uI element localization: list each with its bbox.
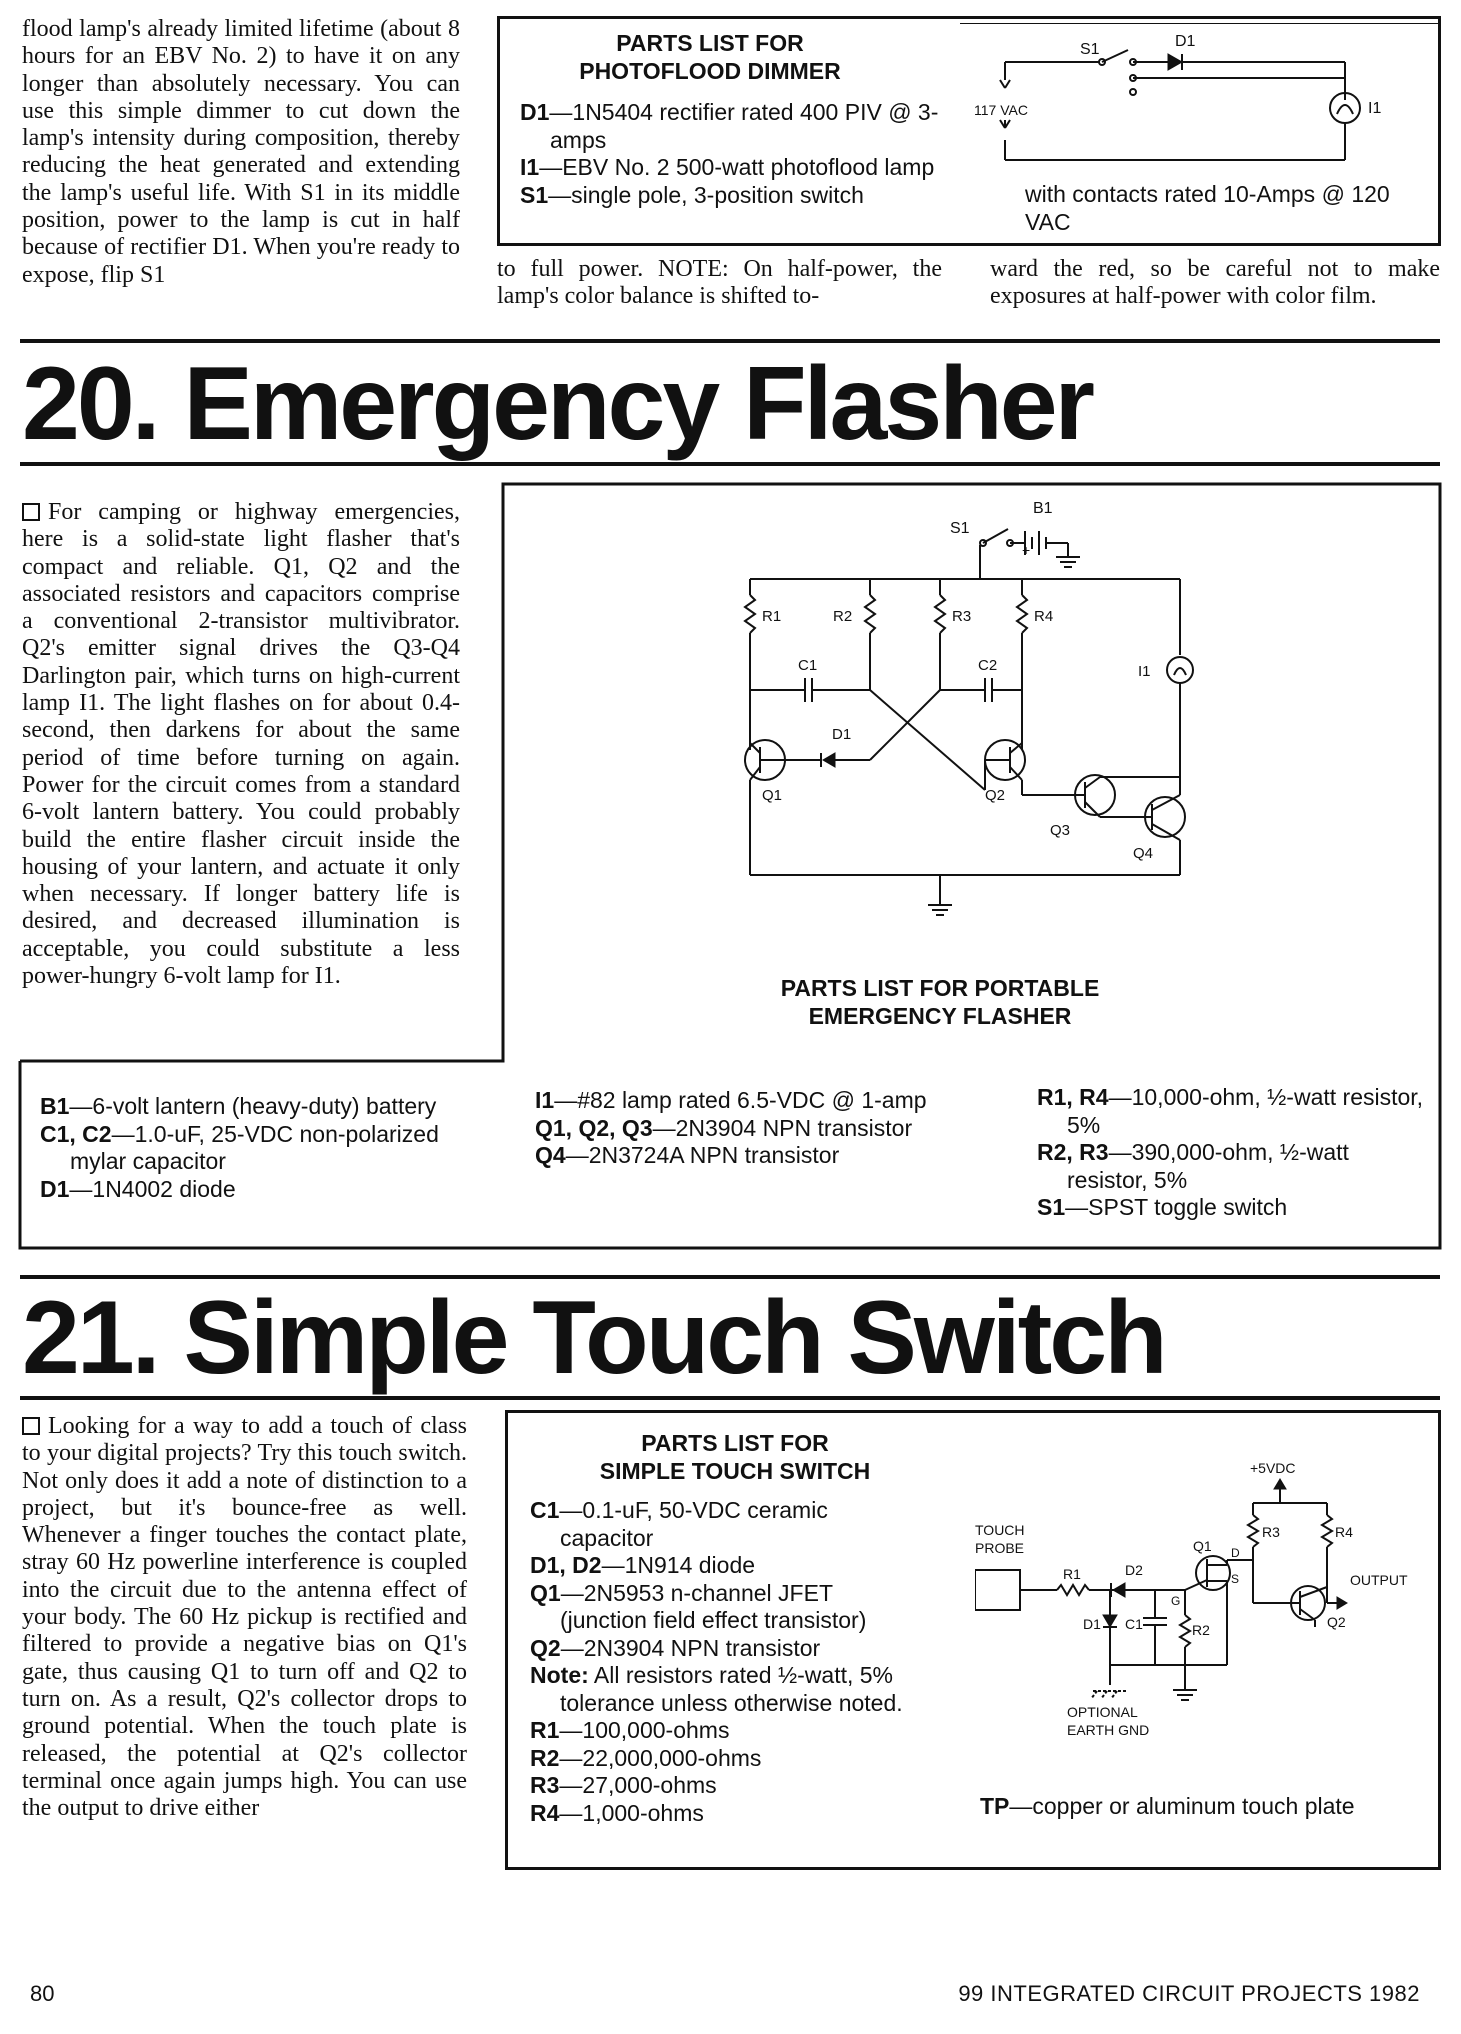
flasher-q4-label: Q4 [1133,845,1154,862]
top-col2-text: to full power. NOTE: On half-power, the lamp's color balance is shifted to- [497,256,942,310]
touch-d1-label: D1 [1083,1616,1101,1632]
flasher-d1-label: D1 [832,726,852,743]
photoflood-part-i1: I1—EBV No. 2 500-watt photoflood lamp [520,154,935,180]
flasher-part-i1: I1—#82 lamp rated 6.5-VDC @ 1-amp [535,1087,927,1113]
section21-top-rule [20,1275,1440,1279]
section21-body: Looking for a way to add a touch of class to your digital projects? Try this touch switch. Not only does it add a note of distinction to a project, but it's bounce-free as well. Whenever a finger touches the contact plate, stray 60 Hz powerline interference is coupled into the circuit due to the antenna effect of your body. The 60 Hz pickup is rectified and filtered to provide a negative bias on Q1's gate, thus causing Q1 to turn off and Q2 to turn on. As a result, Q2's collector drops to ground potential. When the touch plate is released, the potential at Q2's collector terminal once again jumps high. You can use the output to drive either [22,1413,467,1822]
photoflood-part-s1: S1—single pole, 3-position switch [520,181,864,208]
touch-r1-label: R1 [1063,1566,1081,1582]
flasher-parts-col2 [535,1087,935,1170]
photoflood-parts-title-2: PHOTOFLOOD DIMMER [579,58,841,84]
touch-parts-title-2: SIMPLE TOUCH SWITCH [599,1458,871,1484]
sch-vac-label: 117 VAC [974,102,1028,118]
touch-part-r3: R3—27,000-ohms [530,1772,717,1798]
flasher-r4-label: R4 [1034,608,1054,625]
touch-s-label: S [1231,1572,1240,1586]
photoflood-parts-continuation: with contacts rated 10-Amps @ 120 VAC [1025,181,1390,235]
flasher-part-s1: S1—SPST toggle switch [1037,1194,1288,1220]
flasher-r1-label: R1 [762,608,782,625]
touch-r4-label: R4 [1335,1524,1353,1540]
touch-part-r4: R4—1,000-ohms [530,1799,704,1826]
flasher-part-r1r4: R1, R4—10,000-ohm, ½-watt resistor, 5% [1037,1084,1424,1138]
flasher-plus-label: + [1022,542,1031,558]
publication-title: 99 INTEGRATED CIRCUIT PROJECTS 1982 [958,1981,1420,2006]
touch-touch-label: TOUCH [975,1522,1025,1538]
section20-body: For camping or highway emergencies, here is a solid-state light flasher that's compact and reliable. Q1, Q2 and the associated resistors and capacitors comprise a conventional 2-transistor multivibrator. Q2's emitter signal drives the Q3-Q4 Darlington pair, which turns on high-current lamp I1. The light flashes on for about 0.4-second, then darkens for about the same period of time before turning on again. Power for the circuit comes from a standard 6-volt lantern battery. You could probably build the entire flasher circuit inside the housing of your lantern, and actuate it only when necessary. If longer battery life is desired, and decreased illumination is acceptable, you could substitute a less power-hungry 6-volt lamp for I1. [22,499,460,990]
touch-earth-label: EARTH GND [1067,1722,1150,1738]
touch-r2-label: R2 [1192,1622,1210,1638]
touch-parts-title-1: PARTS LIST FOR [641,1430,829,1456]
section20-headline: 20. Emergency Flasher [22,346,1093,462]
flasher-q1-label: Q1 [762,787,783,804]
touch-optional-label: OPTIONAL [1067,1704,1138,1720]
photoflood-part-d1: D1—1N5404 rectifier rated 400 PIV @ 3-amps [520,99,939,153]
flasher-part-r2r3: R2, R3—390,000-ohm, ½-watt resistor, 5% [1037,1139,1349,1193]
sch-i1-label: I1 [1368,100,1382,117]
sch-d1-label: D1 [1175,33,1196,50]
touch-d2-label: D2 [1125,1562,1143,1578]
flasher-part-q4: Q4—2N3724A NPN transistor [535,1142,840,1168]
touch-part-q1: Q1—2N5953 n-channel JFET (junction field effect transistor) [530,1579,867,1633]
flasher-parts-col3 [1037,1084,1432,1222]
touch-part-tp-line: TP—copper or aluminum touch plate [980,1793,1355,1819]
touch-part-q2: Q2—2N3904 NPN transistor [530,1634,821,1661]
touch-part-c1: C1—0.1-uF, 50-VDC ceramic capacitor [530,1497,828,1551]
touch-vdc-label: +5VDC [1250,1460,1296,1476]
photoflood-parts-title-1: PARTS LIST FOR [616,30,804,56]
touch-part-r1: R1—100,000-ohms [530,1717,730,1743]
sch-s1-label: S1 [1080,41,1100,58]
section21-headline: 21. Simple Touch Switch [22,1280,1165,1396]
section21-bullet-box [22,1417,40,1435]
top-col3-text: ward the red, so be careful not to make exposures at half-power with color film. [990,256,1440,310]
touch-c1-label: C1 [1125,1616,1143,1632]
flasher-q3-label: Q3 [1050,822,1071,839]
touch-parts-list [530,1497,925,1827]
touch-output-label: OUTPUT [1350,1572,1408,1588]
flasher-i1-label: I1 [1138,663,1151,680]
page-number: 80 [30,1981,55,2006]
touch-probe-label: PROBE [975,1540,1025,1556]
flasher-s1-label: S1 [950,520,970,537]
touch-switch-schematic [975,1455,1435,1755]
flasher-part-c1c2: C1, C2—1.0-uF, 25-VDC non-polarized mylar capacitor [40,1120,439,1174]
touch-part-tp [980,1793,1380,1821]
touch-r3-label: R3 [1262,1524,1280,1540]
flasher-parts-title-2: EMERGENCY FLASHER [808,1003,1072,1029]
section21-bottom-rule [20,1396,1440,1400]
flasher-part-b1: B1—6-volt lantern (heavy-duty) battery [40,1093,437,1119]
touch-q2-label: Q2 [1327,1614,1346,1630]
flasher-r3-label: R3 [952,608,972,625]
flasher-b1-label: B1 [1033,500,1053,517]
flasher-c1-label: C1 [798,657,818,674]
touch-part-note: Note: All resistors rated ½-watt, 5% tolerance unless otherwise noted. [530,1662,903,1716]
flasher-part-d1: D1—1N4002 diode [40,1175,236,1202]
flasher-q2-label: Q2 [985,787,1006,804]
flasher-r2-label: R2 [833,608,853,625]
touch-part-d1d2: D1, D2—1N914 diode [530,1552,756,1578]
flasher-schematic [740,495,1240,935]
flasher-part-q1q2q3: Q1, Q2, Q3—2N3904 NPN transistor [535,1114,913,1141]
touch-q1-label: Q1 [1193,1538,1212,1554]
flasher-c2-label: C2 [978,657,998,674]
touch-d-label: D [1231,1546,1240,1560]
flasher-parts-title-1: PARTS LIST FOR PORTABLE [780,975,1100,1001]
top-col1-text: flood lamp's already limited lifetime (about 8 hours for an EBV No. 2) to have it on any longer than absolutely necessary. You can use this simple dimmer to cut down the lamp's intensity during composition, thereby reducing the heat generated and extending the lamp's useful life. With S1 in its middle position, power to the lamp is cut in half because of rectifier D1. When you're ready to expose, flip S1 [22,16,460,288]
touch-part-r2: R2—22,000,000-ohms [530,1744,762,1771]
flasher-parts-col1 [40,1093,440,1203]
touch-g-label: G [1171,1594,1181,1608]
